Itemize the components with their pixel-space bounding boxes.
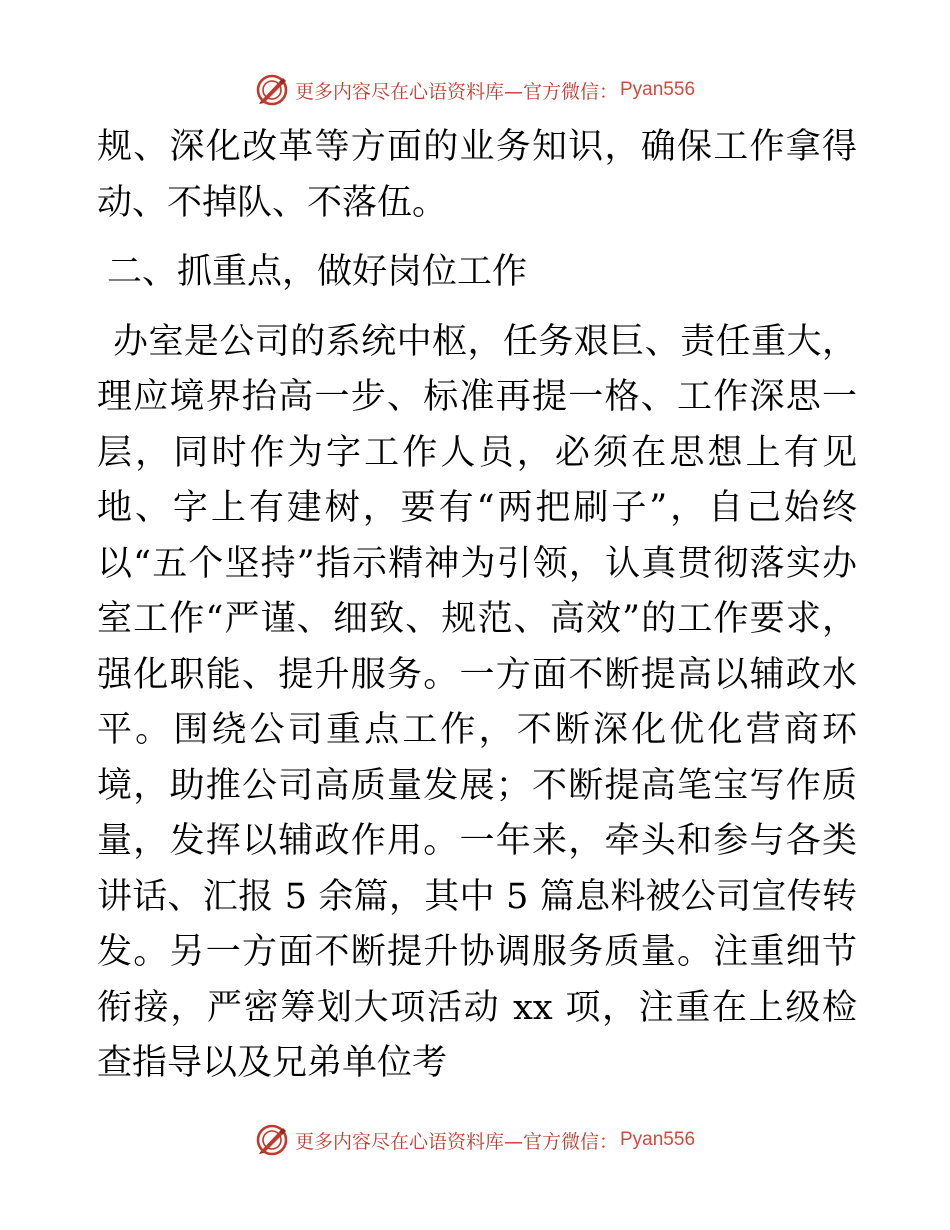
pen-logo-icon	[255, 1123, 289, 1157]
banner-text: 更多内容尽在心语资料库—官方微信：	[294, 1130, 618, 1153]
pen-logo-icon	[255, 73, 289, 107]
header-banner	[0, 70, 950, 110]
banner-wechat-id: Pyan556	[620, 79, 696, 100]
banner-wechat-id: Pyan556	[620, 1129, 696, 1150]
banner-text: 更多内容尽在心语资料库—官方微信：	[294, 80, 618, 103]
section-heading: 二、抓重点，做好岗位工作	[107, 252, 528, 292]
paragraph-continuation: 规、深化改革等方面的业务知识，确保工作拿得动、不掉队、不落伍。	[97, 127, 857, 223]
footer-banner	[0, 1120, 950, 1160]
document-body	[97, 120, 857, 1092]
paragraph-main: 办室是公司的系统中枢，任务艰巨、责任重大，理应境界抬高一步、标准再提一格、工作深思一层，同时作为字工作人员，必须在思想上有见地、字上有建树，要有“两把刷子”，自己始终以“五个坚持”指示精神为引领，认真贯彻落实办室工作“严谨、细致、规范、高效”的工作要求，强化职能、提升服务。一方面不断提高以辅政水平。围绕公司重点工作，不断深化优化营商环境，助推公司高质量发展；不断提高笔宝写作质量，发挥以辅政作用。一年来，牵头和参与各类讲话、汇报 5 余篇，其中 5 篇息料被公司宣传转发。另一方面不断提升协调服务质量。注重细节衔接，严密筹划大项活动 xx 项，注重在上级检查指导以及兄弟单位考	[97, 321, 857, 1083]
